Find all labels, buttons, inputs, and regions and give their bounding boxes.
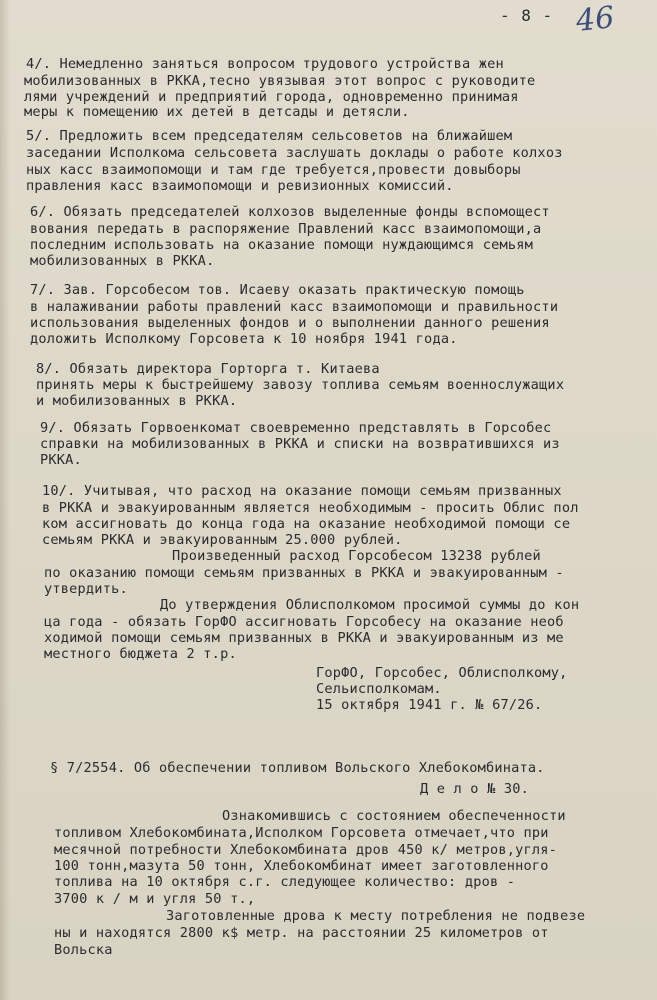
item-10-line: ца года - обязать ГорФО ассигновать Горсобесу на оказание необ (44, 614, 564, 630)
section-line: ны и находятся 2800 к$ метр. на расстоянии 25 километров от (54, 925, 549, 941)
item-8-line: принять меры к быстрейшему завозу топлива семьям военнослужащих (36, 377, 565, 393)
page-number: - 8 - (500, 6, 554, 25)
section-heading: § 7/2554. Об обеспечении топливом Вольского Хлебокомбината. (50, 760, 545, 776)
item-10-line: ком ассигновать до конца года на оказание необходимой помощи се (42, 516, 571, 532)
item-7-line: в налаживании работы правлений касс взаимопомощи и правильности (30, 299, 559, 315)
item-7-line: доложить Исполкому Горсовета к 10 ноября 1941 года. (30, 331, 458, 347)
section-line: 3700 к / м и угля 50 т., (54, 891, 256, 907)
item-5-line: заседании Исполкома сельсовета заслушать доклады о работе колхоз (26, 145, 563, 161)
section-line: Ознакомившись с состоянием обеспеченности (222, 808, 566, 824)
item-10-line: по оказанию помощи семьям призванных в РККА и эвакуированным - (44, 565, 564, 581)
item-10-line: семьям РККА и эвакуированным 25.000 рублей. (42, 532, 403, 548)
section-line: Вольска (54, 942, 113, 958)
case-number: Д е л о № 30. (420, 781, 529, 797)
item-9-line: РККА. (40, 452, 82, 468)
item-6-line: 6/. Обязать председателей колхозов выделенные фонды вспомощест (30, 204, 550, 220)
archive-page-number: 46 (574, 0, 616, 39)
item-7-line: использования выделенных фондов и о выполнении данного решения (30, 315, 550, 331)
item-4-line: лями учреждений и предприятий города, одновременно принимая (24, 89, 519, 105)
section-line: месячной потребности Хлебокомбината дров 450 к/ метров,угля- (54, 842, 558, 858)
item-10-line: в РККА и эвакуированным является необходимым - просить Облис пол (42, 500, 579, 516)
item-4-line: мобилизованных в РККА,тесно увязывая этот вопрос с руководите (24, 73, 536, 89)
item-10-line: местного бюджета 2 т.р. (44, 646, 237, 662)
item-7-line: 7/. Зав. Горсобесом тов. Исаеву оказать практическую помощь (30, 282, 525, 298)
item-10-line: До утверждения Облисполкомом просимой суммы до кон (160, 597, 580, 613)
item-8-line: 8/. Обязать директора Горторга т. Китаева (36, 361, 380, 377)
section-line: топливом Хлебокомбината,Исполком Горсовета отмечает,что при (54, 825, 549, 841)
item-5-line: ных касс взаимопомощи и там где требуется,провести довыборы (26, 162, 521, 178)
decision-date-number: 15 октября 1941 г. № 67/26. (316, 697, 543, 713)
item-9-line: справки на мобилизованных в РККА и списки на возвратившихся из (40, 436, 560, 452)
item-10-line: утвердить. (44, 581, 128, 597)
item-5-line: 5/. Предложить всем председателям сельсоветов на ближайшем (26, 128, 513, 144)
item-10-line: Произведенный расход Горсобесом 13238 рублей (172, 548, 541, 564)
item-10-line: 10/. Учитывая, что расход на оказание помощи семьям призванных (42, 483, 562, 499)
page-edge-shadow (0, 0, 10, 1000)
distribution-line: Сельисполкомам. (316, 681, 442, 697)
item-9-line: 9/. Обязать Горвоенкомат своевременно представлять в Горсобес (40, 420, 552, 436)
section-line: Заготовленные дрова к месту потребления не подвезе (166, 908, 586, 924)
item-6-line: последним использовать на оказание помощи нуждающимся семьям (30, 237, 534, 253)
item-4-line: 4/. Немедленно заняться вопросом трудового устройства жен (26, 56, 504, 72)
item-5-line: правления касс взаимопомощи и ревизионных комиссий. (26, 178, 454, 194)
distribution-line: ГорФО, Горсобес, Облисполкому, (316, 665, 568, 681)
item-4-line: меры к помещению их детей в детсады и детясли. (24, 104, 410, 120)
item-8-line: и мобилизованных в РККА. (36, 393, 238, 409)
section-line: 100 тонн,мазута 50 тонн, Хлебокомбинат имеет заготовленного (54, 858, 549, 874)
item-10-line: ходимой помощи семьям призванных в РККА и эвакуированным из ме (44, 630, 564, 646)
item-6-line: мобилизованных в РККА. (30, 253, 215, 269)
item-6-line: вования передать в распоряжение Правлений касс взаимопомощи,а (30, 221, 542, 237)
section-line: топлива на 10 октября с.г. следующее количество: дров - (54, 874, 516, 890)
